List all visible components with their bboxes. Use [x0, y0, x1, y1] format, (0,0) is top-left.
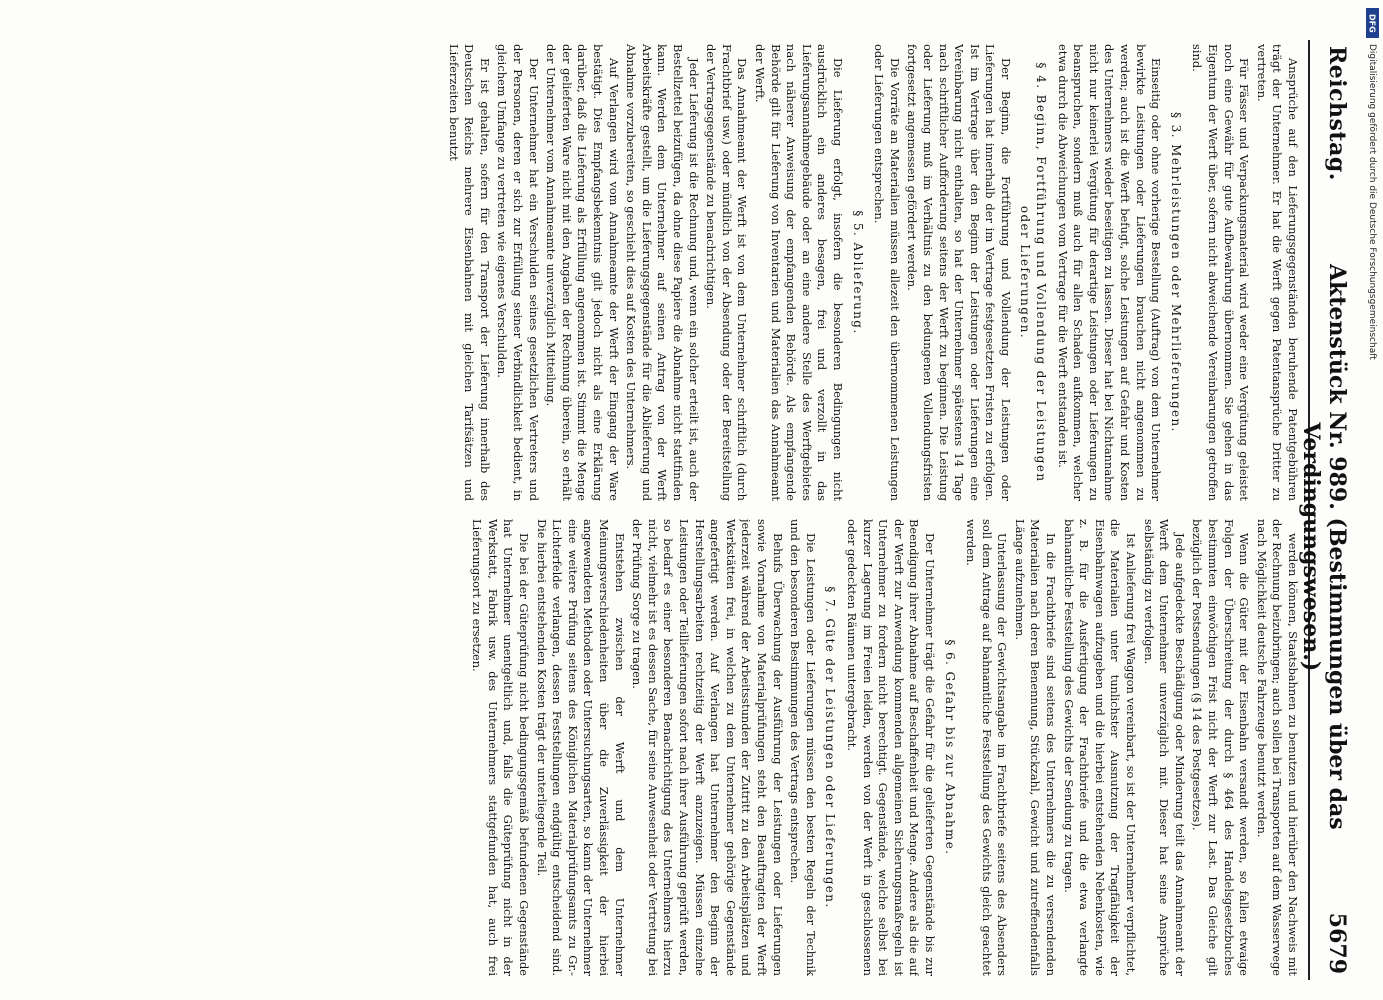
paragraph: Ist Anlieferung frei Waggon vereinbart, so ist der Unternehmer verpflichtet, die Materialien unter tunlichster Ausnutzung der Tragfähigkeit der Eisenbahnwagen aufzugeben und die hierbei entstehenden Nebenkosten, wie z. B. für die Ausfertigung der Frachtbriefe und die etwa verlangte bahnamtliche Feststellung des Gewichts der Sendung zu tragen. [1061, 519, 1139, 976]
section-heading: § 4. Beginn, Fortführung und Vollendung der Leistungen oder Lieferungen. [1018, 62, 1049, 483]
dfg-credit: Digitalisierung gefördert durch die Deutsche Forschungsgemeinschaft [1367, 44, 1377, 360]
column-left [60, 44, 1300, 501]
paragraph: Der Beginn, die Fortführung und Vollendung der Leistungen oder Lieferungen hat innerhalb der im Vertrage festgesetzten Fristen zu erfolgen. Ist im Vertrage über den Beginn der Leistungen oder Lieferungen eine Vereinbarung nicht enthalten, so hat der Unternehmer spätestens 14 Tage nach schriftlicher Aufforderung seitens der Werft zu beginnen. Die Leistung oder Lieferung muß im Verhältnis zu den bedungenen Vollendungsfristen fortgesetzt angemessen gefördert werden. [905, 44, 1013, 501]
header-left: Reichstag. [1324, 46, 1350, 181]
section-heading: § 7. Güte der Leistungen oder Lieferungen. [823, 586, 838, 909]
paragraph: Einseitig oder ohne vorherige Bestellung (Auftrag) von dem Unternehmer bewirkte Leistungen oder Lieferungen brauchen nicht angenommen zu werden; auch ist die Werft befugt, solche Leistungen auf Gefahr und Kosten des Unternehmers wieder beseitigen zu lassen. Dieser hat bei Nichtannahme nicht nur keinerlei Vergütung für derartige Leistungen oder Lieferungen zu beanspruchen, sondern muß auch für allen Schaden aufkommen, welcher etwa durch die Abweichungen vom Vertrage für die Werft entstanden ist. [1055, 44, 1164, 501]
paragraph: Der Unternehmer trägt die Gefahr für die gelieferten Gegenstände bis zur Beendigung ihrer Abnahme auf Beschaffenheit und Menge. Andere als die auf der Werft zur Anwendung kommenden allgemeinen Sicherungsmaßregeln ist Unternehmer zu fordern nicht berechtigt. Gegenstände, welche selbst bei kurzer Lagerung im Freien leiden, werden von der Werft in geschlossenen oder gedeckten Räumen untergebracht. [844, 519, 937, 976]
paragraph: Die Leistungen oder Lieferungen müssen den besten Regeln der Technik und den besonderen Bestimmungen des Vertrags entsprechen. [788, 519, 818, 976]
paragraph: Das Annahmeamt der Werft ist von dem Unternehmer schriftlich (durch Frachtbrief usw.) oder mündlich von der Absendung oder der Bereitstellung der Vertragsgegenstände zu benachrichtigen. [704, 44, 750, 501]
paragraph: Der Unternehmer hat ein Verschulden seines gesetzlichen Vertreters und der Personen, deren er sich zur Erfüllung seiner Verbindlichkeit bedient, in gleichem Umfange zu vertreten wie eigenes Verschulden. [495, 44, 541, 501]
section-heading: § 6. Gefahr bis zur Abnahme. [942, 639, 957, 856]
paragraph: Auf Verlangen wird vom Annahmeamte der Werft der Eingang der Ware bestätigt. Dies Empfangsbekenntnis gilt jedoch nicht als eine Erklärung darüber, daß die Lieferung als Erfüllung angenommen ist. Stimmt die Menge der gelieferten Ware nicht mit den Angaben der Rechnung überein, so erhält der Unternehmer vom Annahmeamte unverzüglich Mitteilung. [544, 44, 621, 501]
text-columns [60, 40, 1308, 980]
paragraph: Entstehen zwischen der Werft und dem Unternehmer Meinungsverschiedenheiten über die Zuverlässigkeit der hierbei angewendeten Methoden oder Untersuchungsarten, so kann der Unternehmer eine weitere Prüfung seitens des Königlichen Materialprüfungsamts zu Gr.-Lichterfelde verlangen, dessen Feststellungen endgültig entscheidend sind. Die hierbei entstehenden Kosten trägt der unterliegende Teil. [534, 519, 627, 976]
paragraph: Für Fässer und Verpackungsmaterial wird weder eine Vergütung geleistet noch eine Gewähr für gute Aufbewahrung übernommen. Sie gehen in das Eigentum der Werft über, sofern nicht abweichende Vereinbarungen getroffen sind. [1190, 44, 1252, 501]
section-heading: § 5. Ablieferung. [850, 210, 865, 335]
paragraph: Die Lieferung erfolgt, insofern die besonderen Bedingungen nicht ausdrücklich ein anderes besagen, frei und verzollt in das Lieferungsannahmegebäude oder an eine andere Stelle des Werftgebietes nach näherer Anweisung der empfangenden Behörde. Als empfangende Behörde gilt für Lieferung von Inventarien und Materialien das Annahmeamt der Werft. [753, 44, 845, 501]
paragraph: Wenn die Güter mit der Eisenbahn versandt werden, so fallen etwaige Folgen der Überschreitung der durch § 464 des Handelsgesetzbuches bestimmten einwöchigen Frist nicht der Werft zur Last. Das Gleiche gilt bezüglich der Postsendungen (§ 14 des Postgesetzes). [1190, 519, 1252, 976]
paragraph: Die bei der Güteprüfung nicht bedingungsgemäß befundenen Gegenstände hat Unternehmer unentgeltlich und, falls die Güteprüfung nicht in der Werkstatt, Fabrik usw. des Unternehmers stattgefunden hat, auch frei Lieferungsort zu ersetzen. [470, 519, 532, 976]
page-number: 5679 [1324, 912, 1350, 974]
paragraph: Jeder Lieferung ist die Rechnung und, wenn ein solcher erteilt ist, auch der Bestellzettel beizufügen, da ohne diese Papiere die Abnahme nicht stattfinden kann. Werden dem Unternehmer auf seinen Antrag von der Werft Arbeitskräfte gestellt, um die Lieferungsgegenstände für die Ablieferung und Abnahme vorzubereiten, so geschieht dies auf Kosten des Unternehmers. [624, 44, 701, 501]
running-header [1298, 40, 1350, 980]
dfg-logo: DFG [1366, 8, 1379, 38]
paragraph: Ansprüche auf den Lieferungsgegenständen beruhende Patentgebühren trägt der Unternehmer. Er hat die Werft gegen Patentansprüche Dritter zu vertreten. [1254, 44, 1300, 501]
header-title: Aktenstück Nr. 989. (Bestimmungen über das Verdingungswesen.) [1298, 263, 1350, 830]
paragraph: Unterlassung der Gewichtsangabe im Frachtbriefe seitens des Absenders soll dem Antrage auf bahnamtliche Feststellung des Gewichts gleich geachtet werden. [964, 519, 1010, 976]
paragraph: In die Frachtbriefe sind seitens des Unternehmers die zu versendenden Materialien nach deren Benennung, Stückzahl, Gewicht und zutreffendenfalls Länge aufzunehmen. [1012, 519, 1059, 976]
column-right [60, 519, 1300, 976]
paragraph: Behufs Überwachung der Ausführung der Leistungen oder Lieferungen sowie Vornahme von Materialprüfungen steht den Beauftragten der Werft jederzeit während der Arbeitsstunden der Zutritt zu den Arbeitsplätzen und Werkstätten frei, in welchen zu dem Unternehmer gehörige Gegenstände angefertigt werden. Auf Verlangen hat Unternehmer den Beginn der Herstellungsarbeiten rechtzeitig der Werft anzuzeigen. Müssen einzelne Leistungen oder Teillieferungen sofort nach ihrer Ausführung geprüft werden, so bedarf es einer besonderen Benachrichtigung des Unternehmers hierzu nicht, vielmehr ist es dessen Sache, für seine Anwesenheit oder Vertretung bei der Prüfung Sorge zu tragen. [630, 519, 785, 976]
section-heading: § 3. Mehrleistungen oder Mehrlieferungen. [1168, 112, 1183, 433]
rotated-document [60, 40, 1350, 980]
paragraph: werden können, Staatsbahnen zu benutzen und hierüber den Nachweis mit der Rechnung beizubringen; auch sollen bei Transporten auf dem Wasserwege nach Möglichkeit deutsche Fahrzeuge benutzt werden. [1254, 519, 1300, 976]
paragraph: Er ist gehalten, sofern für den Transport der Lieferung innerhalb des Deutschen Reichs mehrere Eisenbahnen mit gleichen Tarifsätzen und Lieferzeiten benutzt [446, 44, 492, 501]
paragraph: Die Vorräte an Materialien müssen allezeit den übernommenen Leistungen oder Lieferungen entsprechen. [872, 44, 902, 501]
paragraph: Jede aufgedeckte Beschädigung oder Minderung teilt das Annahmeamt der Werft dem Unternehmer unverzüglich mit. Dieser hat seine Ansprüche selbständig zu verfolgen. [1141, 519, 1187, 976]
dfg-stamp [1365, 8, 1379, 988]
